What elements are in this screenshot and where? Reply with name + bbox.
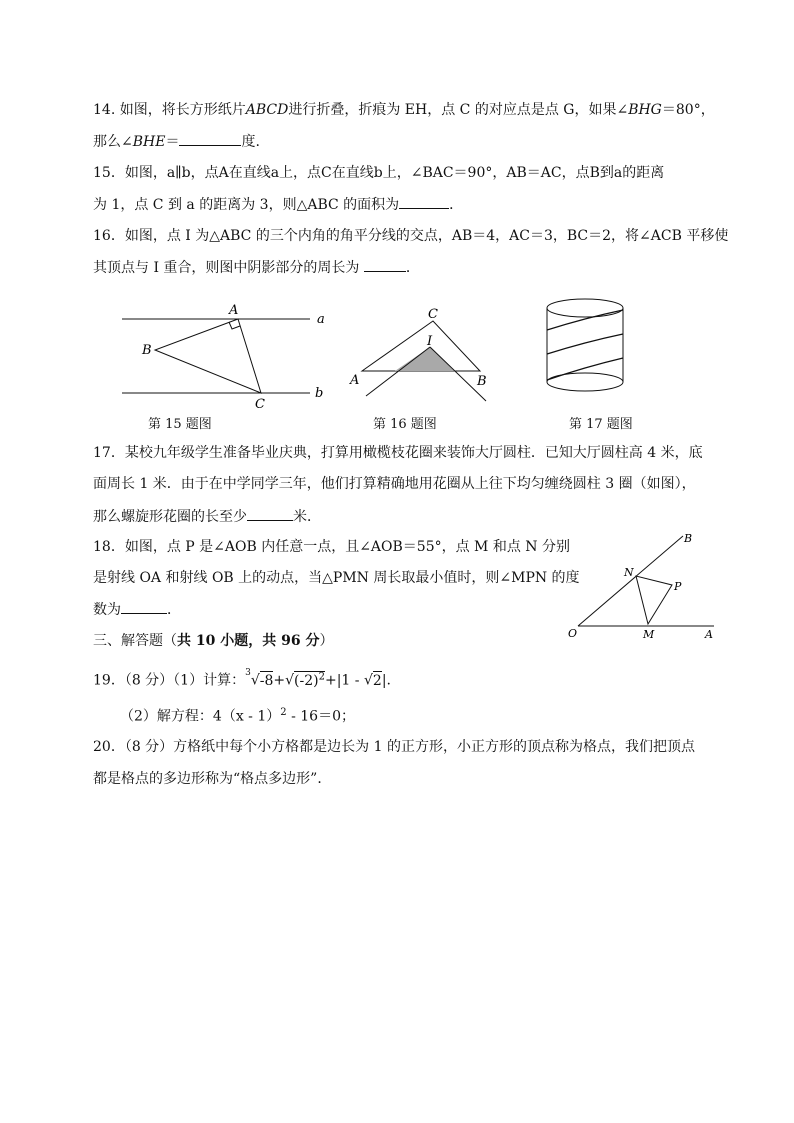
radicand: -8 <box>259 672 274 689</box>
q19-text: （2）解方程：4（x - 1） <box>120 708 281 725</box>
figure-15 <box>110 298 340 410</box>
label-o: O <box>568 627 578 640</box>
label-b: B <box>684 532 693 545</box>
q16-line1: 16．如图，点 I 为△ABC 的三个内角的角平分线的交点，AB＝4，AC＝3，BC＝2，将∠ACB 平移使 <box>93 228 729 244</box>
label-p: P <box>674 580 682 593</box>
q17-line2: 面周长 1 米．由于在中学同学三年，他们打算精确地用花圈从上往下均匀缠绕圆柱 3 圈（如图）， <box>93 476 696 492</box>
label-a: A <box>229 303 239 318</box>
spiral-segment-2 <box>547 334 623 354</box>
exponent: 2 <box>318 671 325 682</box>
label-n: N <box>624 566 634 579</box>
q18-line3 <box>93 599 181 620</box>
caption-fig16: 第 16 题图 <box>373 417 437 432</box>
q19-text: +|1 - <box>324 672 364 689</box>
q19-text: + <box>273 672 286 689</box>
sqrt-symbol: √ <box>363 672 373 689</box>
q17-text: 米． <box>293 509 321 525</box>
q15-line2 <box>93 194 463 215</box>
label-line-a: a <box>317 312 325 327</box>
label-i: I <box>427 334 433 349</box>
q14-text: ＝ <box>165 134 180 150</box>
q18-line1: 18．如图，点 P 是∠AOB 内任意一点，且∠AOB＝55°，点 M 和点 N 分别 <box>93 539 570 555</box>
figure-18 <box>560 528 720 643</box>
right-angle-mark <box>229 322 240 329</box>
q15-line1: 15．如图，a∥b，点A在直线a上，点C在直线b上，∠BAC＝90°，AB＝AC，点B到a的距离 <box>93 165 665 181</box>
q15-text: 为 1，点 C 到 a 的距离为 3，则△ABC 的面积为 <box>93 197 400 213</box>
q14-line2 <box>93 131 260 152</box>
q19-part1 <box>93 667 391 691</box>
ray-ob <box>578 536 683 626</box>
label-b: B <box>477 374 487 389</box>
sqrt-symbol: √ <box>250 672 260 689</box>
label-a: A <box>350 373 360 388</box>
triangle-abc <box>155 319 261 393</box>
q19-text: 19．（8 分）（1）计算： <box>93 672 246 689</box>
spiral-segment-3 <box>547 358 623 380</box>
answer-blank[interactable] <box>121 599 167 614</box>
caption-fig17: 第 17 题图 <box>569 417 633 432</box>
section-3-prefix: 三、解答题（ <box>93 633 177 649</box>
q14-text: 那么∠ <box>93 134 133 150</box>
q20-line2: 都是格点的多边形称为“格点多边形”． <box>93 771 332 787</box>
spiral-segment-1 <box>547 310 623 330</box>
q14-text: 进行折叠，折痕为 EH，点 C 的对应点是点 G，如果∠ <box>288 102 629 118</box>
q14-angle: BHG <box>628 102 662 118</box>
answer-blank[interactable] <box>364 257 406 272</box>
label-a: A <box>705 628 713 641</box>
q18-text: 数为 <box>93 602 121 618</box>
section-3-heading <box>93 631 333 651</box>
section-3-suffix: ） <box>319 633 334 649</box>
q19-text: |. <box>381 672 391 689</box>
q14-text: 度. <box>241 134 260 150</box>
q15-text: ． <box>449 197 464 213</box>
answer-blank[interactable] <box>247 506 293 521</box>
q19-part2 <box>120 703 355 727</box>
q16-text: ． <box>405 260 420 276</box>
label-c: C <box>428 307 438 322</box>
figure-17 <box>540 296 632 396</box>
q16-line2 <box>93 257 420 278</box>
root-index: 3 <box>245 668 251 678</box>
q18-text: ． <box>167 602 181 618</box>
q17-text: 那么螺旋形花圈的长至少 <box>93 509 247 525</box>
radicand: 2 <box>372 672 382 689</box>
section-3-count: 共 10 小题，共 96 分 <box>177 633 320 649</box>
sqrt-symbol: √ <box>285 672 295 689</box>
label-m: M <box>643 628 655 641</box>
answer-blank[interactable] <box>179 131 241 146</box>
q20-line1: 20．（8 分）方格纸中每个小方格都是边长为 1 的正方形，小正方形的顶点称为格点，我们把顶点 <box>93 739 695 755</box>
radicand-group <box>294 671 325 689</box>
q19-text: - 16＝0； <box>286 708 355 725</box>
q14-text: 14. 如图，将长方形纸片 <box>93 102 246 118</box>
caption-fig15: 第 15 题图 <box>148 417 212 432</box>
label-line-b: b <box>315 386 324 401</box>
q14-line1 <box>93 100 715 120</box>
figure-16 <box>340 306 500 406</box>
answer-blank[interactable] <box>399 194 449 209</box>
cylinder-top <box>547 299 623 317</box>
label-c: C <box>255 397 265 410</box>
q14-rect: ABCD <box>245 102 289 118</box>
q14-angle: BHE <box>132 134 166 150</box>
q17-line3 <box>93 506 321 527</box>
triangle-pmn <box>636 576 672 624</box>
q18-line2: 是射线 OA 和射线 OB 上的动点，当△PMN 周长取最小值时，则∠MPN 的度 <box>93 570 580 586</box>
exponent: 2 <box>280 707 287 718</box>
radicand: (-2) <box>294 672 319 689</box>
q16-text: 其顶点与 I 重合，则图中阴影部分的周长为 <box>93 260 360 276</box>
q14-text: ＝80°， <box>661 102 715 118</box>
label-b: B <box>142 343 152 358</box>
q17-line1: 17．某校九年级学生准备毕业庆典，打算用橄榄枝花圈来装饰大厅圆柱．已知大厅圆柱高 4 米，底 <box>93 445 703 461</box>
